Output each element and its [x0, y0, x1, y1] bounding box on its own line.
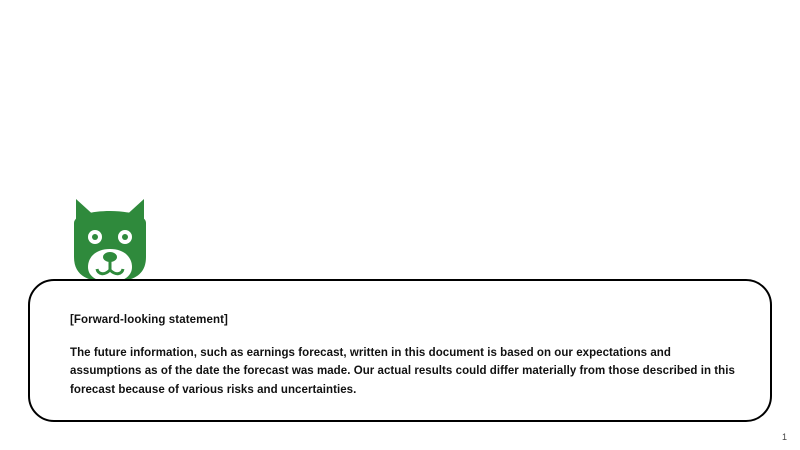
disclaimer-box — [28, 279, 772, 422]
disclaimer-content — [70, 314, 740, 400]
page-number: 1 — [781, 432, 787, 442]
disclaimer-title: [Forward-looking statement] — [70, 314, 228, 326]
green-dog-mascot-icon — [68, 197, 152, 282]
disclaimer-body-text: The future information, such as earnings forecast, written in this document is based on our expectations and assumptions as of the date the forecast was made. Our actual results could differ materially from those described in this forecast because of various risks and uncertainties. — [70, 346, 735, 397]
